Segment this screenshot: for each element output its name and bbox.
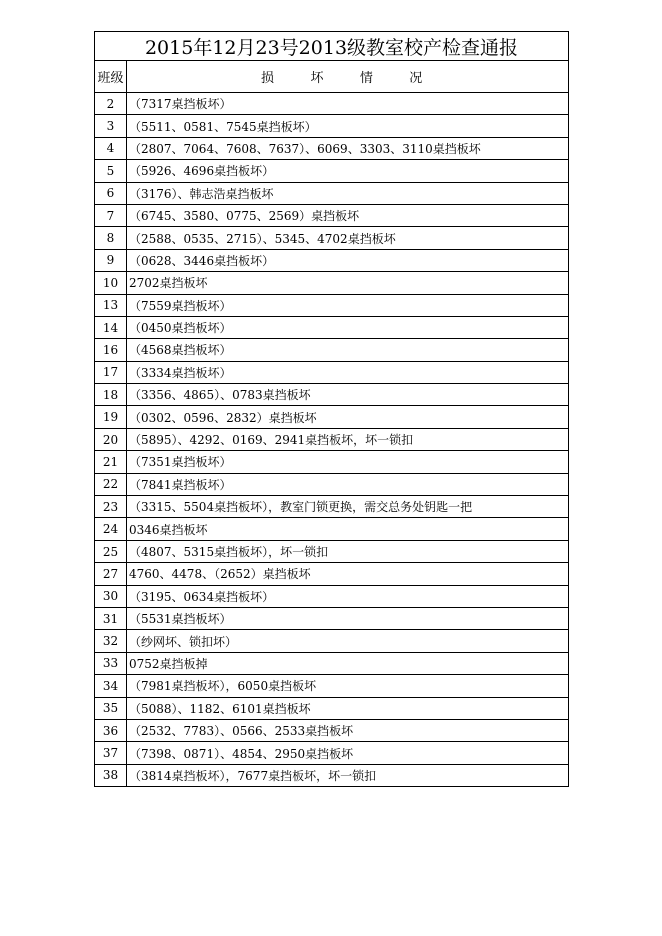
damage-description-cell: （纱网坏、锁扣坏） bbox=[127, 630, 569, 652]
table-row bbox=[95, 719, 569, 741]
table-row bbox=[95, 115, 569, 137]
damage-description-cell: （5088）、1182、6101桌挡板坏 bbox=[127, 697, 569, 719]
table-row bbox=[95, 540, 569, 562]
table-row bbox=[95, 137, 569, 159]
damage-description-cell: （7841桌挡板坏） bbox=[127, 473, 569, 495]
damage-description-cell: （7559桌挡板坏） bbox=[127, 294, 569, 316]
damage-description-cell: （0628、3446桌挡板坏） bbox=[127, 249, 569, 271]
class-number-cell: 10 bbox=[95, 272, 127, 294]
damage-description-cell: （2532、7783）、0566、2533桌挡板坏 bbox=[127, 719, 569, 741]
damage-description-cell: （7317桌挡板坏） bbox=[127, 93, 569, 115]
class-number-cell: 27 bbox=[95, 563, 127, 585]
damage-description-cell: （0302、0596、2832）桌挡板坏 bbox=[127, 406, 569, 428]
damage-description-cell: （3814桌挡板坏），7677桌挡板坏，坏一锁扣 bbox=[127, 764, 569, 786]
table-row bbox=[95, 160, 569, 182]
table-row bbox=[95, 294, 569, 316]
class-number-cell: 13 bbox=[95, 294, 127, 316]
damage-description-cell: （5511、0581、7545桌挡板坏） bbox=[127, 115, 569, 137]
table-row bbox=[95, 361, 569, 383]
table-row bbox=[95, 272, 569, 294]
damage-description-cell: （3356、4865）、0783桌挡板坏 bbox=[127, 384, 569, 406]
table-row bbox=[95, 227, 569, 249]
table-row bbox=[95, 630, 569, 652]
class-column-header: 班级 bbox=[95, 61, 127, 93]
class-number-cell: 36 bbox=[95, 719, 127, 741]
damage-description-cell: （0450桌挡板坏） bbox=[127, 316, 569, 338]
table-row bbox=[95, 316, 569, 338]
class-number-cell: 9 bbox=[95, 249, 127, 271]
class-number-cell: 20 bbox=[95, 428, 127, 450]
table-row bbox=[95, 496, 569, 518]
class-number-cell: 5 bbox=[95, 160, 127, 182]
table-row bbox=[95, 563, 569, 585]
table-row bbox=[95, 473, 569, 495]
damage-description-cell: （7398、0871）、4854、2950桌挡板坏 bbox=[127, 742, 569, 764]
table-row bbox=[95, 518, 569, 540]
table-row bbox=[95, 697, 569, 719]
damage-description-cell: （7351桌挡板坏） bbox=[127, 451, 569, 473]
table-row bbox=[95, 652, 569, 674]
class-number-cell: 14 bbox=[95, 316, 127, 338]
class-number-cell: 8 bbox=[95, 227, 127, 249]
class-number-cell: 17 bbox=[95, 361, 127, 383]
damage-description-cell: （3334桌挡板坏） bbox=[127, 361, 569, 383]
table-row bbox=[95, 182, 569, 204]
table-row bbox=[95, 93, 569, 115]
damage-description-cell: （5531桌挡板坏） bbox=[127, 607, 569, 629]
table-row bbox=[95, 451, 569, 473]
damage-description-cell: （7981桌挡板坏），6050桌挡板坏 bbox=[127, 675, 569, 697]
damage-description-cell: 4760、4478、（2652）桌挡板坏 bbox=[127, 563, 569, 585]
damage-description-cell: （2807、7064、7608、7637）、6069、3303、3110桌挡板坏 bbox=[127, 137, 569, 159]
table-row bbox=[95, 428, 569, 450]
damage-description-cell: （3176）、韩志浩桌挡板坏 bbox=[127, 182, 569, 204]
table-row bbox=[95, 607, 569, 629]
table-row bbox=[95, 204, 569, 226]
class-number-cell: 6 bbox=[95, 182, 127, 204]
table-row bbox=[95, 675, 569, 697]
damage-description-cell: （4807、5315桌挡板坏），坏一锁扣 bbox=[127, 540, 569, 562]
inspection-report-table bbox=[94, 31, 569, 787]
class-number-cell: 19 bbox=[95, 406, 127, 428]
table-row bbox=[95, 249, 569, 271]
class-number-cell: 21 bbox=[95, 451, 127, 473]
damage-description-cell: （3315、5504桌挡板坏），教室门锁更换，需交总务处钥匙一把 bbox=[127, 496, 569, 518]
class-number-cell: 24 bbox=[95, 518, 127, 540]
damage-description-cell: （3195、0634桌挡板坏） bbox=[127, 585, 569, 607]
damage-description-cell: 0346桌挡板坏 bbox=[127, 518, 569, 540]
class-number-cell: 16 bbox=[95, 339, 127, 361]
table-row bbox=[95, 764, 569, 786]
class-number-cell: 35 bbox=[95, 697, 127, 719]
table-row bbox=[95, 585, 569, 607]
class-number-cell: 30 bbox=[95, 585, 127, 607]
class-number-cell: 3 bbox=[95, 115, 127, 137]
class-number-cell: 23 bbox=[95, 496, 127, 518]
class-number-cell: 18 bbox=[95, 384, 127, 406]
class-number-cell: 31 bbox=[95, 607, 127, 629]
class-number-cell: 32 bbox=[95, 630, 127, 652]
report-title: 2015年12月23号2013级教室校产检查通报 bbox=[95, 32, 569, 61]
damage-description-cell: （2588、0535、2715）、5345、4702桌挡板坏 bbox=[127, 227, 569, 249]
class-number-cell: 37 bbox=[95, 742, 127, 764]
table-row bbox=[95, 384, 569, 406]
damage-description-cell: （5926、4696桌挡板坏） bbox=[127, 160, 569, 182]
damage-description-cell: （6745、3580、0775、2569）桌挡板坏 bbox=[127, 204, 569, 226]
class-number-cell: 22 bbox=[95, 473, 127, 495]
table-row bbox=[95, 742, 569, 764]
damage-description-cell: （4568桌挡板坏） bbox=[127, 339, 569, 361]
class-number-cell: 2 bbox=[95, 93, 127, 115]
damage-column-header: 损 坏 情 况 bbox=[127, 61, 569, 93]
class-number-cell: 34 bbox=[95, 675, 127, 697]
damage-description-cell: （5895）、4292、0169、2941桌挡板坏，坏一锁扣 bbox=[127, 428, 569, 450]
damage-description-cell: 0752桌挡板掉 bbox=[127, 652, 569, 674]
damage-description-cell: 2702桌挡板坏 bbox=[127, 272, 569, 294]
class-number-cell: 25 bbox=[95, 540, 127, 562]
class-number-cell: 4 bbox=[95, 137, 127, 159]
class-number-cell: 38 bbox=[95, 764, 127, 786]
class-number-cell: 33 bbox=[95, 652, 127, 674]
class-number-cell: 7 bbox=[95, 204, 127, 226]
table-row bbox=[95, 406, 569, 428]
table-row bbox=[95, 339, 569, 361]
